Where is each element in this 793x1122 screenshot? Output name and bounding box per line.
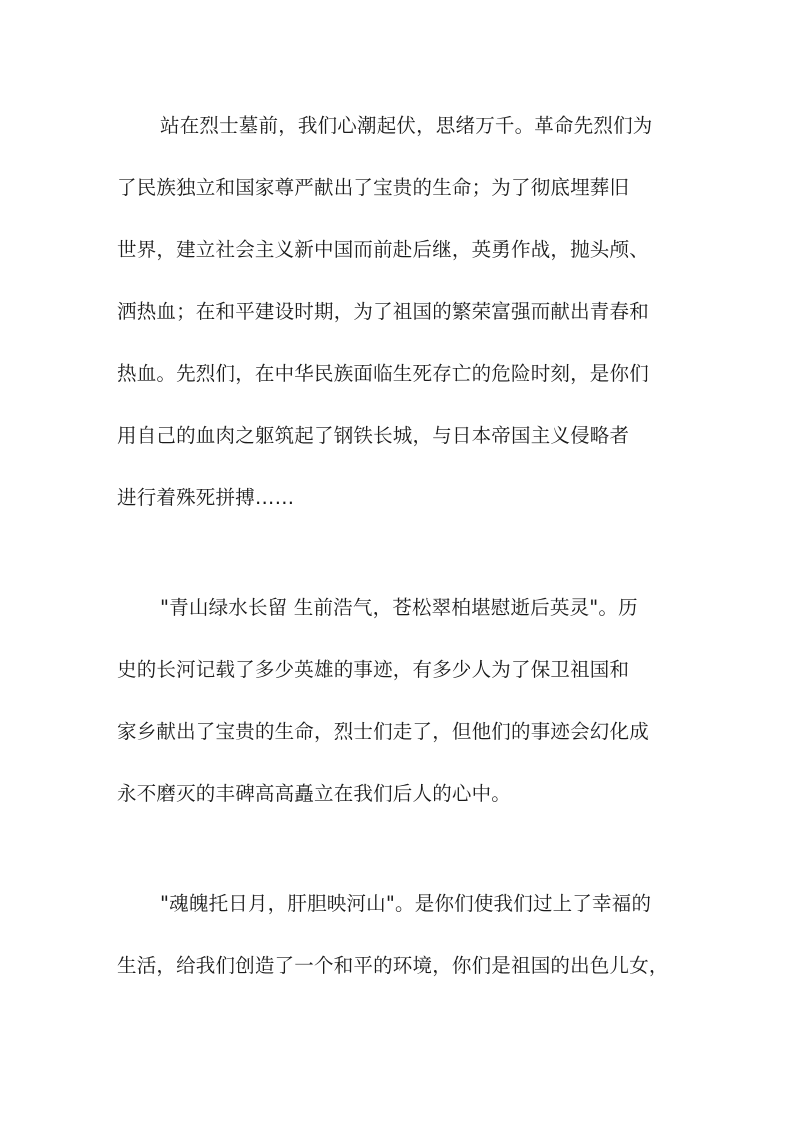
paragraph-line: 站在烈士墓前，我们心潮起伏，思绪万千。革命先烈们为 (160, 114, 653, 137)
paragraph-line: 家乡献出了宝贵的生命，烈士们走了，但他们的事迹会幻化成 (117, 720, 649, 743)
paragraph-line: "青山绿水长留 生前浩气，苍松翠柏堪慰逝后英灵"。历 (160, 596, 638, 619)
paragraph-line: 永不磨灭的丰碑高高矗立在我们后人的心中。 (117, 782, 512, 805)
paragraph-line: 世界，建立社会主义新中国而前赴后继，英勇作战，抛头颅、 (117, 238, 649, 261)
paragraph-line: 生活，给我们创造了一个和平的环境，你们是祖国的出色儿女， (117, 954, 669, 977)
paragraph-line: 用自己的血肉之躯筑起了钢铁长城，与日本帝国主义侵略者 (117, 424, 630, 447)
paragraph-line: 热血。先烈们，在中华民族面临生死存亡的危险时刻，是你们 (117, 362, 649, 385)
paragraph-3 (117, 894, 687, 1018)
paragraph-2 (117, 598, 687, 846)
paragraph-line: 进行着殊死拼搏…… (117, 486, 295, 509)
paragraph-line: 了民族独立和国家尊严献出了宝贵的生命；为了彻底埋葬旧 (117, 176, 630, 199)
paragraph-line: 史的长河记载了多少英雄的事迹，有多少人为了保卫祖国和 (117, 658, 630, 681)
paragraph-line: 洒热血；在和平建设时期，为了祖国的繁荣富强而献出青春和 (117, 300, 649, 323)
paragraph-1 (117, 116, 687, 550)
paragraph-line: "魂魄托日月，肝胆映河山"。是你们使我们过上了幸福的 (160, 892, 652, 915)
